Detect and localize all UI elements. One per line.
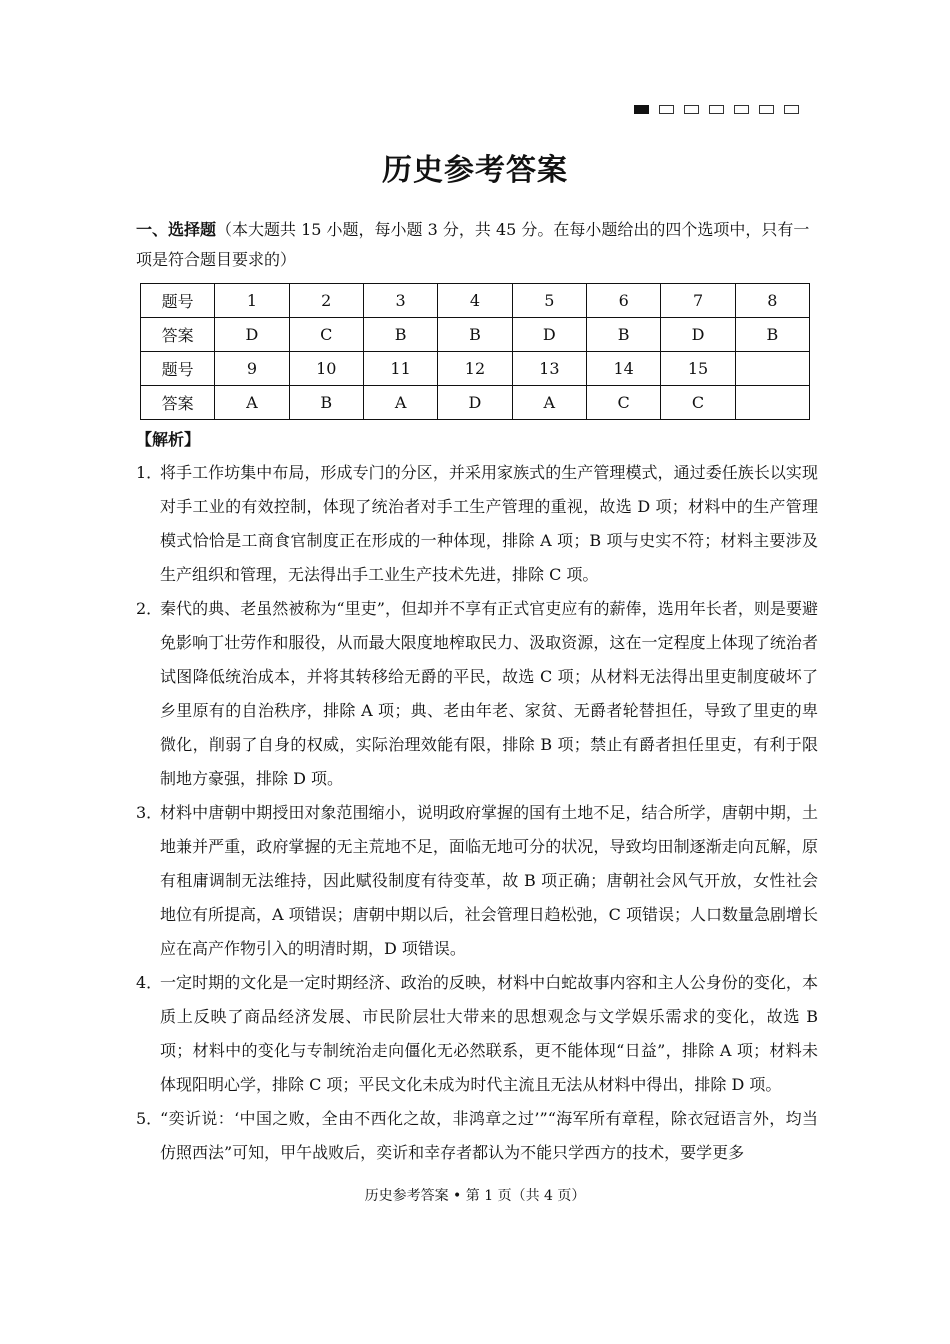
table-row [141,386,810,420]
table-cell: A [512,386,586,420]
table-cell: 10 [289,352,363,386]
list-item [136,796,818,966]
item-number: 5． [136,1109,163,1128]
section-intro [136,215,816,275]
section-description: （本大题共 15 小题，每小题 3 分，共 45 分。在每小题给出的四个选项中，只有一项是符合题目要求的） [136,220,810,269]
table-cell: 8 [735,284,809,318]
page-mark-current [634,105,649,114]
answer-table [140,283,810,420]
item-text: 一定时期的文化是一定时期经济、政治的反映，材料中白蛇故事内容和主人公身份的变化，本质上反映了商品经济发展、市民阶层壮大带来的思想观念与文学娱乐需求的变化，故选 B 项；材料中的变化与专制统治走向僵化无必然联系，更不能体现“日益”，排除 A 项；材料未体现阳明心学，排除 C 项；平民文化未成为时代主流且无法从材料中得出，排除 D 项。 [160,973,818,1094]
table-cell: D [215,318,289,352]
list-item [136,1102,818,1170]
page-mark [684,105,699,114]
page-mark [659,105,674,114]
table-cell: A [363,386,437,420]
table-cell: 题号 [141,284,215,318]
analysis-heading: 【解析】 [136,430,201,449]
table-cell: 题号 [141,352,215,386]
table-cell: 13 [512,352,586,386]
item-text: 秦代的典、老虽然被称为“里吏”，但却并不享有正式官吏应有的薪俸，选用年长者，则是要避免影响丁壮劳作和服役，从而最大限度地榨取民力、汲取资源，这在一定程度上体现了统治者试图降低统治成本，并将其转移给无爵的平民，故选 C 项；从材料无法得出里吏制度破坏了乡里原有的自治秩序，排除 A 项；典、老由年老、家贫、无爵者轮替担任，导致了里吏的卑微化，削弱了自身的权威，实际治理效能有限，排除 B 项；禁止有爵者担任里吏，有利于限制地方豪强，排除 D 项。 [160,599,818,788]
table-cell: 4 [438,284,512,318]
table-cell: C [661,386,735,420]
table-cell: B [735,318,809,352]
table-cell: D [438,386,512,420]
table-cell: 9 [215,352,289,386]
table-cell: B [587,318,661,352]
list-item [136,966,818,1102]
page-mark [784,105,799,114]
table-cell: 6 [587,284,661,318]
table-cell: D [512,318,586,352]
table-cell: B [363,318,437,352]
page-title: 历史参考答案 [382,153,568,188]
table-cell: 12 [438,352,512,386]
analysis-list [136,456,818,1170]
table-cell [735,386,809,420]
item-text: 材料中唐朝中期授田对象范围缩小，说明政府掌握的国有土地不足，结合所学，唐朝中期，土地兼并严重，政府掌握的无主荒地不足，面临无地可分的状况，导致均田制逐渐走向瓦解，原有租庸调制无法维持，因此赋役制度有待变革，故 B 项正确；唐朝社会风气开放，女性社会地位有所提高，A 项错误；唐朝中期以后，社会管理日趋松弛，C 项错误；人口数量急剧增长应在高产作物引入的明清时期，D 项错误。 [160,803,818,958]
table-cell: A [215,386,289,420]
table-cell: 5 [512,284,586,318]
page-mark [734,105,749,114]
page-mark [759,105,774,114]
list-item [136,592,818,796]
table-row [141,318,810,352]
item-text: “奕䜣说：‘中国之败，全由不西化之故，非鸿章之过’”“海军所有章程，除衣冠语言外，均当仿照西法”可知，甲午战败后，奕䜣和幸存者都认为不能只学西方的技术，要学更多 [160,1109,818,1162]
item-text: 将手工作坊集中布局，形成专门的分区，并采用家族式的生产管理模式，通过委任族长以实现对手工业的有效控制，体现了统治者对手工生产管理的重视，故选 D 项；材料中的生产管理模式恰恰是工商食官制度正在形成的一种体现，排除 A 项；B 项与史实不符；材料主要涉及生产组织和管理，无法得出手工业生产技术先进，排除 C 项。 [160,463,818,584]
table-cell: 3 [363,284,437,318]
table-cell: C [587,386,661,420]
item-number: 4． [136,973,163,992]
table-cell: B [438,318,512,352]
table-row [141,352,810,386]
table-cell: 2 [289,284,363,318]
list-item [136,456,818,592]
section-label: 一、选择题 [136,220,217,239]
table-cell [735,352,809,386]
item-number: 3． [136,803,163,822]
item-number: 2． [136,599,163,618]
table-cell: C [289,318,363,352]
table-cell: B [289,386,363,420]
table-cell: 答案 [141,386,215,420]
table-cell: D [661,318,735,352]
page-indicator [634,105,799,114]
table-cell: 答案 [141,318,215,352]
table-cell: 11 [363,352,437,386]
table-cell: 7 [661,284,735,318]
table-cell: 1 [215,284,289,318]
page-mark [709,105,724,114]
table-cell: 14 [587,352,661,386]
item-number: 1． [136,463,163,482]
table-cell: 15 [661,352,735,386]
table-row [141,284,810,318]
page-footer: 历史参考答案 • 第 1 页（共 4 页） [364,1188,586,1204]
